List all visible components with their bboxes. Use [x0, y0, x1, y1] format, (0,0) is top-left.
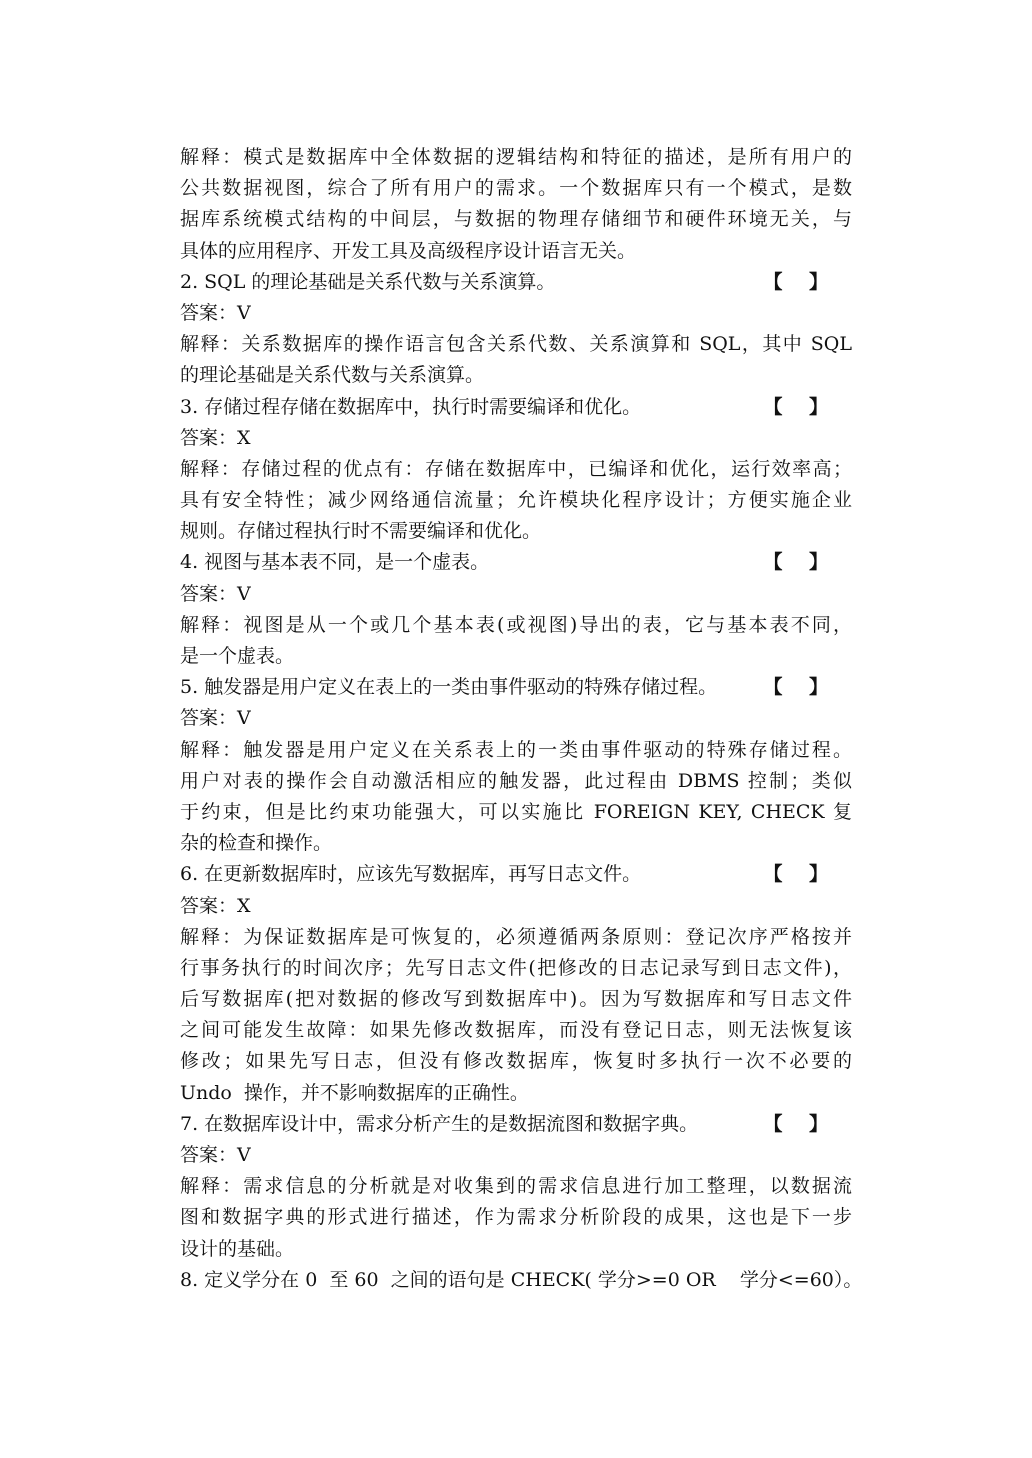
paragraph-line: 行事务执行的时间次序；先写日志文件(把修改的日志记录写到日志文件)，	[180, 956, 852, 979]
paragraph-line: 解释：触发器是用户定义在关系表上的一类由事件驱动的特殊存储过程。	[180, 738, 852, 761]
text-line: Undo 操作，并不影响数据库的正确性。	[180, 1081, 529, 1104]
text-line: 是一个虚表。	[180, 645, 295, 667]
text-line: 答案：V	[180, 301, 251, 324]
paragraph-line: 图和数据字典的形式进行描述，作为需求分析阶段的成果，这也是下一步	[180, 1206, 852, 1229]
paragraph-line: 于约束，但是比约束功能强大，可以实施比 FOREIGN KEY, CHECK 复	[180, 800, 852, 823]
paragraph-line: 解释：需求信息的分析就是对收集到的需求信息进行加工整理，以数据流	[180, 1175, 852, 1198]
question-text: 6. 在更新数据库时，应该先写数据库，再写日志文件。	[180, 863, 642, 886]
question-text: 5. 触发器是用户定义在表上的一类由事件驱动的特殊存储过程。	[180, 676, 718, 699]
paragraph-line: 之间可能发生故障：如果先修改数据库，而没有登记日志，则无法恢复该	[180, 1019, 852, 1042]
text-line: 的理论基础是关系代数与关系演算。	[180, 364, 485, 387]
text-line: 8. 定义学分在 0 至 60 之间的语句是 CHECK( 学分>=0 OR 学分<=60）。	[180, 1268, 863, 1291]
answer-bracket: 【 】	[763, 863, 828, 886]
paragraph-line: 解释：关系数据库的操作语言包含关系代数、关系演算和 SQL，其中 SQL	[180, 333, 852, 356]
text-line: 杂的检查和操作。	[180, 832, 333, 855]
paragraph-line: 修改；如果先写日志，但没有修改数据库，恢复时多执行一次不必要的	[180, 1050, 852, 1073]
question-line	[180, 1109, 828, 1140]
paragraph-line: 后写数据库(把对数据的修改写到数据库中)。因为写数据库和写日志文件	[180, 988, 852, 1011]
paragraph-line: 解释：模式是数据库中全体数据的逻辑结构和特征的描述，是所有用户的	[180, 146, 852, 168]
answer-bracket: 【 】	[763, 270, 828, 293]
question-text: 7. 在数据库设计中，需求分析产生的是数据流图和数据字典。	[180, 1112, 699, 1135]
text-line: 规则。存储过程执行时不需要编译和优化。	[180, 520, 542, 543]
question-line	[180, 392, 828, 423]
text-line: 具体的应用程序、开发工具及高级程序设计语言无关。	[180, 239, 637, 262]
paragraph-line: 解释：为保证数据库是可恢复的，必须遵循两条原则：登记次序严格按并	[180, 925, 852, 948]
question-line	[180, 672, 828, 703]
question-text: 2. SQL 的理论基础是关系代数与关系演算。	[180, 270, 556, 293]
text-line: 答案：X	[180, 894, 251, 917]
answer-bracket: 【 】	[763, 395, 828, 418]
text-line: 答案：V	[180, 707, 251, 730]
text-line: 答案：V	[180, 582, 251, 605]
paragraph-line: 具有安全特性；减少网络通信流量；允许模块化程序设计；方便实施企业	[180, 489, 852, 512]
paragraph-line: 解释：视图是从一个或几个基本表(或视图)导出的表，它与基本表不同，	[180, 613, 852, 636]
text-line: 答案：V	[180, 1144, 251, 1166]
answer-bracket: 【 】	[763, 1112, 828, 1135]
answer-bracket: 【 】	[763, 551, 828, 574]
document-page	[180, 142, 863, 1296]
paragraph-line: 用户对表的操作会自动激活相应的触发器，此过程由 DBMS 控制；类似	[180, 769, 852, 792]
paragraph-line: 解释：存储过程的优点有：存储在数据库中，已编译和优化，运行效率高；	[180, 457, 852, 480]
answer-bracket: 【 】	[763, 676, 828, 699]
question-line	[180, 267, 828, 298]
paragraph-line: 公共数据视图，综合了所有用户的需求。一个数据库只有一个模式，是数	[180, 177, 852, 200]
question-text: 4. 视图与基本表不同，是一个虚表。	[180, 551, 490, 574]
question-text: 3. 存储过程存储在数据库中，执行时需要编译和优化。	[180, 395, 642, 418]
question-line	[180, 859, 828, 890]
question-line	[180, 547, 828, 578]
text-line: 设计的基础。	[180, 1237, 295, 1260]
paragraph-line: 据库系统模式结构的中间层，与数据的物理存储细节和硬件环境无关，与	[180, 208, 852, 231]
text-line: 答案：X	[180, 426, 251, 449]
